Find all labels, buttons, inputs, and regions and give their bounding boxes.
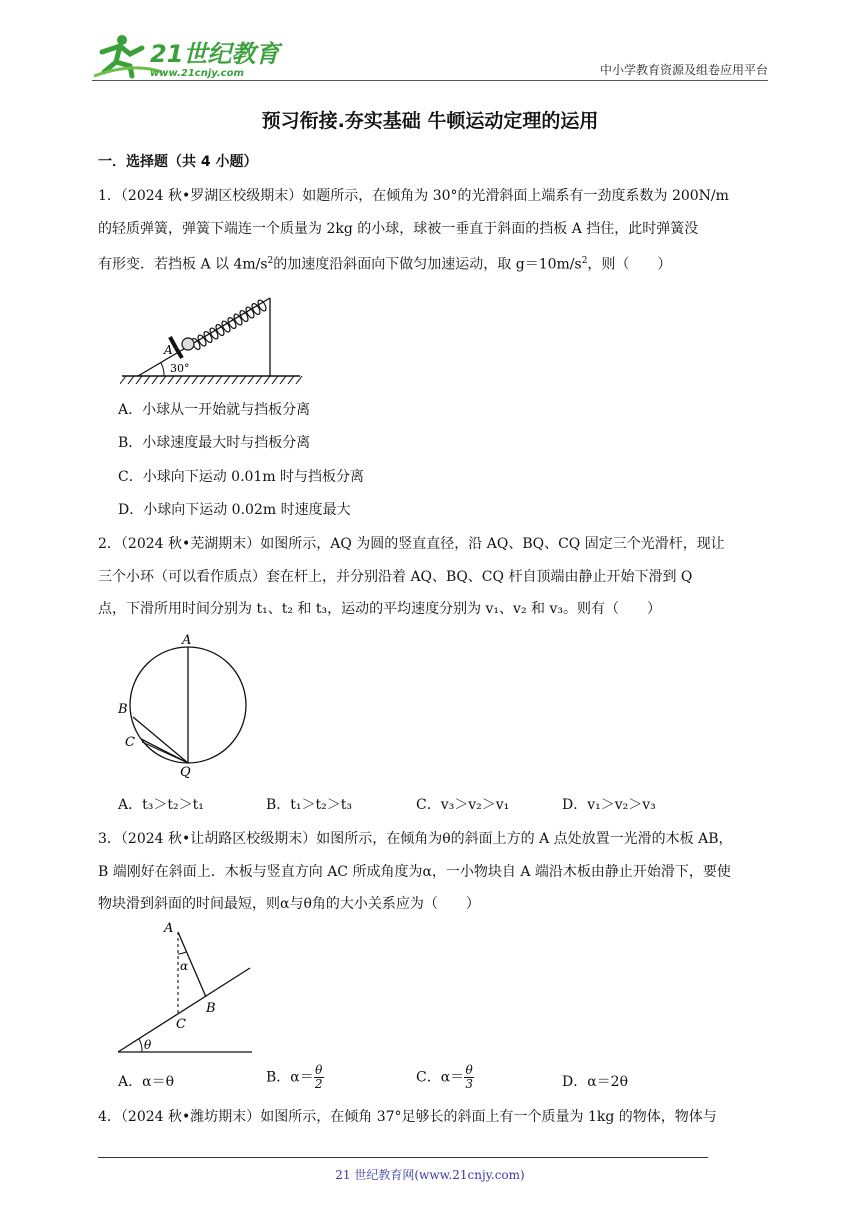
question-1-figure — [120, 282, 305, 387]
q3-option-d: D．α＝2θ — [562, 1074, 629, 1090]
page-title: 预习衔接.夯实基础 牛顿运动定理的运用 — [261, 110, 599, 132]
svg-text:21世纪教育: 21世纪教育 — [150, 40, 280, 68]
q3-option-b: B．α＝ $\frac{\theta}{2}$ — [266, 1063, 323, 1091]
page-header — [92, 32, 768, 82]
svg-text:A: A — [182, 633, 192, 648]
q3-option-a: A．α＝θ — [118, 1074, 174, 1090]
q2-option-d: D．v₁＞v₂＞v₃ — [562, 797, 656, 813]
header-divider — [92, 80, 768, 81]
svg-text:α: α — [180, 959, 189, 973]
q1-option-a: A．小球从一开始就与挡板分离 — [118, 402, 311, 418]
section-heading: 一．选择题（共 4 小题） — [98, 154, 258, 170]
question-4-text: 4．（2024 秋•潍坊期末）如图所示，在倾角 37°足够长的斜面上有一个质量为 1kg 的物体，物体与 — [98, 1109, 717, 1125]
q2-option-b: B．t₁＞t₂＞t₃ — [266, 797, 353, 813]
svg-text:C: C — [176, 1017, 186, 1032]
question-2-text: 2．（2024 秋•芜湖期末）如图所示，AQ 为圆的竖直直径，沿 AQ、BQ、CQ 固定三个光滑杆，现让 三个小环（可以看作质点）套在杆上，并分别沿着 AQ、BQ、CQ 杆自顶端由静止开始下滑到 Q 点，下滑所用时间分别为 t₁、t₂ 和 t₃，运动的平均速度分别为 v₁、v₂ 和 v₃。则有（ ） — [98, 536, 725, 617]
svg-text:Q: Q — [180, 765, 191, 780]
svg-text:θ: θ — [144, 1038, 152, 1052]
q1-option-c: C．小球向下运动 0.01m 时与挡板分离 — [118, 469, 365, 485]
question-3-figure — [114, 918, 259, 1058]
svg-text:C: C — [125, 735, 135, 750]
footer-divider — [98, 1157, 708, 1158]
platform-name: 中小学教育资源及组卷应用平台 — [599, 63, 768, 77]
question-3-text: 3．（2024 秋•让胡路区校级期末）如图所示，在倾角为θ的斜面上方的 A 点处放置一光滑的木板 AB， B 端刚好在斜面上．木板与竖直方向 AC 所成角度为α，一小物块自 A 端沿木板由静止开始滑下，要使 物块滑到斜面的时间最短，则α与θ角的大小关系应为（ ） — [98, 831, 733, 912]
question-2-figure — [114, 630, 254, 780]
q2-option-a: A．t₃＞t₂＞t₁ — [118, 797, 204, 813]
svg-text:A: A — [164, 343, 173, 357]
q1-option-d: D．小球向下运动 0.02m 时速度最大 — [118, 502, 351, 518]
svg-text:B: B — [206, 1001, 216, 1016]
question-1-text: 1．（2024 秋•罗湖区校级期末）如题所示，在倾角为 30°的光滑斜面上端系有一劲度系数为 200N/m 的轻质弹簧，弹簧下端连一个质量为 2kg 的小球，球被一垂直于斜面的挡板 A 挡住，此时弹簧没 有形变．若挡板 A 以 $4m/s^2$的加速度沿斜面向下做匀加速运动，取 $g=10m/s^2$，则（ ） — [98, 188, 729, 273]
svg-text:30°: 30° — [170, 362, 190, 375]
footer-link[interactable]: 21 世纪教育网(www.21cnjy.com) — [335, 1168, 525, 1182]
q3-option-c: C．α＝ $\frac{\theta}{3}$ — [416, 1063, 473, 1091]
svg-text:B: B — [118, 702, 128, 717]
svg-text:www.21cnjy.com: www.21cnjy.com — [150, 68, 244, 79]
svg-text:A: A — [164, 921, 174, 936]
q1-option-b: B．小球速度最大时与挡板分离 — [118, 435, 311, 451]
logo — [92, 32, 312, 80]
q2-option-c: C．v₃＞v₂＞v₁ — [416, 797, 510, 813]
